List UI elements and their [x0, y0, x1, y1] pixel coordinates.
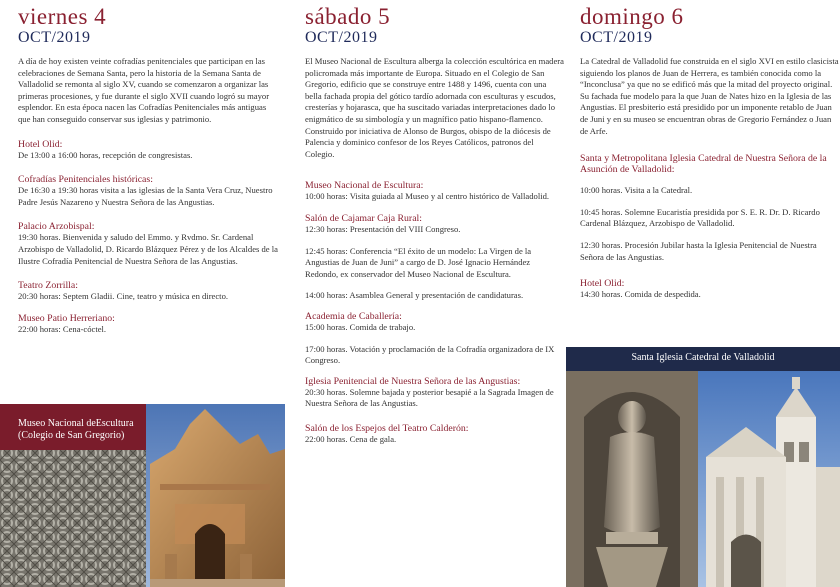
event-text: 12:45 horas: Conferencia “El éxito de un modelo: La Virgen de la Angustias de Juan de Juni” a cargo de D. José Ignacio Hernández Redondo, ex conservador del Museo Nacional de Escultura.: [305, 245, 532, 279]
event-text: 15:00 horas. Comida de trabajo.: [305, 321, 416, 332]
event-text: 20:30 horas. Solemne bajada y posterior besapié a la Sagrada Imagen de Nuestra Señora de las Angustias.: [305, 386, 554, 409]
event-block: [580, 153, 840, 263]
event-text: De 16:30 a 19:30 horas visita a las iglesias de la Santa Vera Cruz, Nuestro Padre Jesús Nazareno y Nuestra Señora de las Angustias.: [18, 185, 273, 207]
event-block: [305, 180, 565, 203]
event-block: [18, 221, 278, 267]
event-text: 14:00 horas: Asamblea General y presentación de candidaturas.: [305, 290, 524, 301]
event-text: De 13:00 a 16:00 horas, recepción de congresistas.: [18, 149, 193, 160]
event-text: 12:30 horas: Presentación del VIII Congreso.: [305, 223, 461, 234]
column-sabado: [305, 0, 565, 445]
event-block: [305, 213, 565, 302]
event-place: Hotel Olid:: [580, 278, 625, 290]
event-place: Iglesia Penitencial de Nuestra Señora de las Angustias:: [305, 375, 521, 387]
event-text: 19:30 horas. Bienvenida y saludo del Emmo. y Rvdmo. Sr. Cardenal Arzobispo de Valladolid, D. Ricardo Blázquez Pérez y de los Alcaldes de la Ilustre Cofradía Penitencial de Nuestra Señora de las Angustias.: [18, 232, 278, 266]
event-block: [18, 313, 278, 336]
catedral-caption: Santa Iglesia Catedral de Valladolid: [566, 347, 840, 371]
museo-caption: [0, 404, 146, 450]
event-text: 22:00 horas: Cena-cóctel.: [18, 323, 107, 334]
intro-paragraph: La Catedral de Valladolid fue construida en el siglo XVI en estilo clasicista siguiendo los planos de Juan de Herrera, es también conocida como la “Inconclusa” ya que no se edificó más que la mitad del proyecto original. Su fachada fue modelo para la que Juan de Nates hizo en la Iglesia de las Angustias. El presbiterio está presidido por un imponente retablo de Juan de Juni y en su museo se encuentran obras de Gregorio Fernández o Juan de Arfe.: [580, 56, 839, 136]
event-place: Salón de Cajamar Caja Rural:: [305, 212, 422, 224]
event-place: Museo Nacional de Escultura:: [305, 180, 424, 192]
event-place: Salón de los Espejos del Teatro Calderón:: [305, 422, 469, 434]
event-place: Santa y Metropolitana Iglesia Catedral de Nuestra Señora de la Asunción de Valladolid:: [580, 153, 827, 176]
date-label: OCT/2019: [18, 29, 91, 46]
column-viernes: [18, 0, 278, 335]
event-place: Cofradías Penitenciales históricas:: [18, 174, 153, 186]
event-text: 10:45 horas. Solemne Eucaristía presidida por S. E. R. Dr. D. Ricardo Cardenal Blázquez, Arzobispo de Valladolid.: [580, 206, 820, 229]
event-place: Academia de Caballería:: [305, 310, 402, 322]
event-place: Teatro Zorrilla:: [18, 280, 78, 292]
event-block: [18, 280, 278, 303]
caption-line: Museo Nacional deEscultura: [18, 418, 134, 429]
event-text: 10:00 horas. Visita a la Catedral.: [580, 185, 693, 196]
event-text: 10:00 horas: Visita guiada al Museo y al centro histórico de Valladolid.: [305, 191, 550, 202]
event-block: [305, 423, 565, 446]
catedral-image: [566, 347, 840, 587]
day-title: viernes 4: [18, 4, 107, 29]
event-block: [18, 174, 278, 208]
day-title: sábado 5: [305, 4, 391, 29]
event-place: Hotel Olid:: [18, 138, 63, 150]
event-text: 22:00 horas. Cena de gala.: [305, 433, 397, 444]
event-text: 12:30 horas. Procesión Jubilar hasta la Iglesia Penitencial de Nuestra Señora de las Angustias.: [580, 239, 817, 262]
catedral-photo: [566, 347, 840, 587]
intro-paragraph: El Museo Nacional de Escultura alberga la colección escultórica en madera policromada más importante de Europa. Situado en el Colegio de San Gregorio, edificio que se construye entre 1488 y 1496, cuenta con una bella fachada propia del gótico tardío adornada con esculturas y escudos, cresterías y hojarasca, que ha suscitado variadas interpretaciones dado lo enigmático de su simbología y un magnífico patio hispano-flamenco. Construido por iniciativa de Alonso de Burgos, obispo de la diócesis de Palencia y dominico confesor de los Reyes Católicos, patronos del Colegio.: [305, 56, 564, 159]
day-title: domingo 6: [580, 4, 684, 29]
event-block: [305, 311, 565, 367]
event-block: [18, 139, 278, 162]
event-text: 17:00 horas. Votación y proclamación de la Cofradía organizadora de IX Congreso.: [305, 343, 555, 366]
event-block: [305, 376, 565, 410]
event-place: Museo Patio Herreriano:: [18, 312, 115, 324]
event-place: Palacio Arzobispal:: [18, 221, 95, 233]
date-label: OCT/2019: [305, 29, 378, 46]
intro-paragraph: A día de hoy existen veinte cofradías penitenciales que participan en las celebraciones de Semana Santa, pero la historia de la Semana Santa de Valladolid se remonta al siglo XV, cuando se comenzaron a organizar las primeras procesiones, y fue durante el siglo XVII cuando logró su mayor esplendor. En esta época nacen las Cofradías Penitenciales más antiguas que han conseguido conservar sus iglesias y patrimonio.: [18, 56, 270, 124]
date-label: OCT/2019: [580, 29, 653, 46]
event-text: 14:30 horas. Comida de despedida.: [580, 289, 701, 300]
event-text: 20:30 horas: Septem Gladii. Cine, teatro y música en directo.: [18, 291, 229, 302]
column-domingo: [580, 0, 840, 301]
caption-line: (Colegio de San Gregorio): [18, 430, 125, 441]
event-block: [580, 278, 840, 301]
